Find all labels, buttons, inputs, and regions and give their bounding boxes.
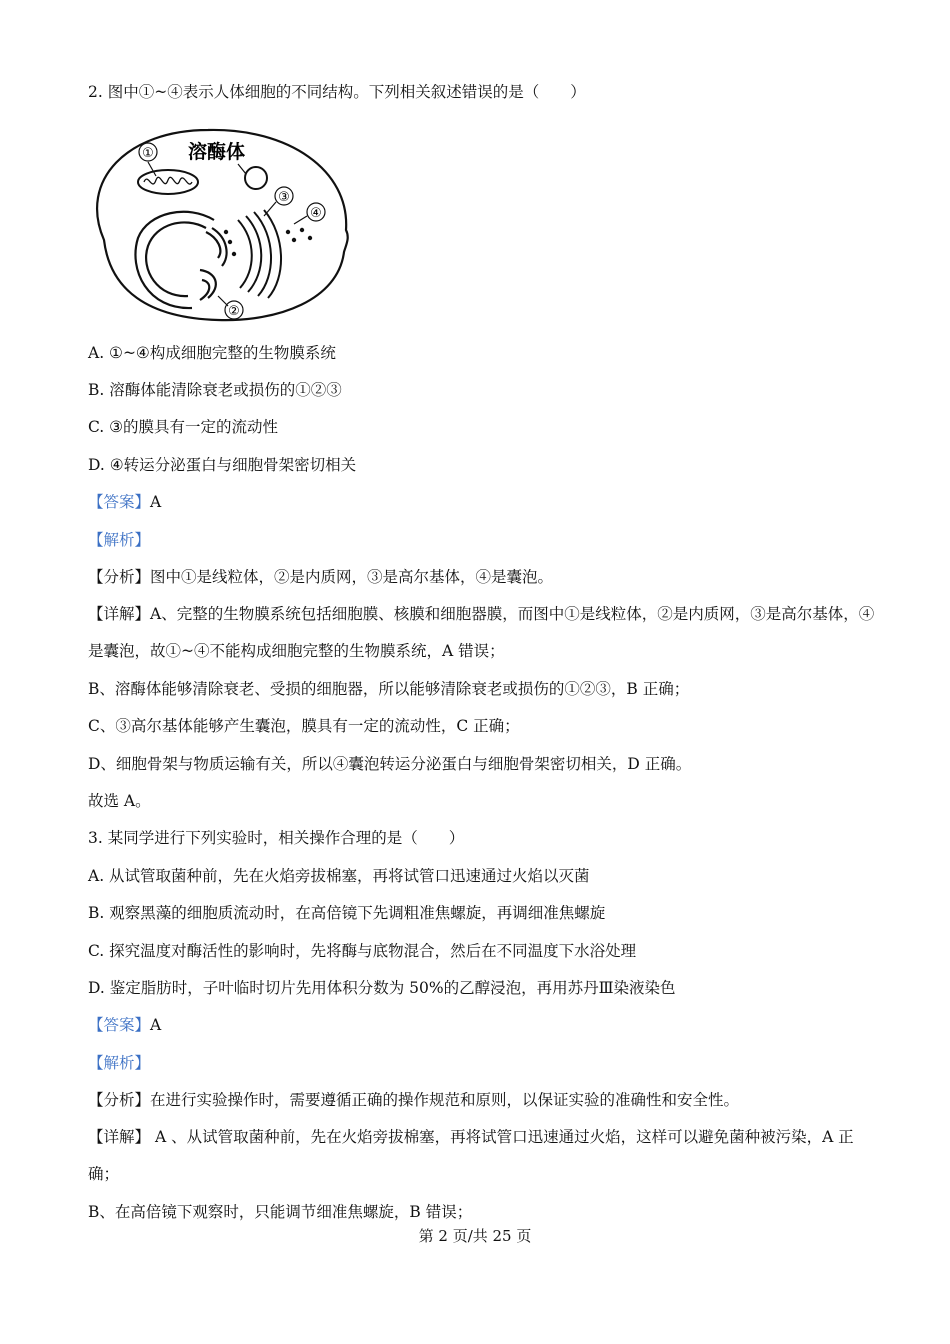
answer-value: A [150,1016,162,1034]
q2-detail-b: B、溶酶体能够清除衰老、受损的细胞器，所以能够清除衰老或损伤的①②③，B 正确； [88,680,690,698]
vesicle-icon [224,228,312,256]
q2-option-b: B. 溶酶体能清除衰老或损伤的①②③ [88,381,342,399]
q3-fenxi [88,1090,739,1110]
label-3: ③ [278,190,290,205]
q2-detail-d: D、细胞骨架与物质运输有关，所以④囊泡转运分泌蛋白与细胞骨架密切相关，D 正确。 [88,755,692,773]
page-footer: 第 2 页/共 25 页 [418,1227,532,1245]
q2-option-c: C. ③的膜具有一定的流动性 [88,418,279,436]
detail-a-text: A 、从试管取菌种前，先在火焰旁拔棉塞，再将试管口迅速通过火焰，这样可以避免菌种被污染，A 正确； [88,1128,854,1183]
answer-tag: 【答案】 [88,493,151,511]
q2-option-d: D. ④转运分泌蛋白与细胞骨架密切相关 [88,456,357,474]
q2-conclusion: 故选 A。 [88,792,151,810]
q2-option-a: A. ①~④构成细胞完整的生物膜系统 [88,344,336,362]
label-4: ④ [310,206,322,221]
cell-diagram [88,120,358,334]
answer-value: A [150,493,162,511]
golgi-icon [238,210,281,298]
q3-option-c: C. 探究温度对酶活性的影响时，先将酶与底物混合，然后在不同温度下水浴处理 [88,942,637,960]
fenxi-text: 在进行实验操作时，需要遵循正确的操作规范和原则，以保证实验的准确性和安全性。 [150,1091,740,1109]
q2-answer [88,492,161,512]
q2-detail-a [88,596,878,670]
q3-option-a: A. 从试管取菌种前，先在火焰旁拔棉塞，再将试管口迅速通过火焰以灭菌 [88,867,590,885]
fenxi-text: 图中①是线粒体，②是内质网，③是高尔基体，④是囊泡。 [150,568,554,586]
fenxi-tag: 【分析】 [88,1091,151,1109]
lysosome-icon [245,167,267,189]
q3-detail-b: B、在高倍镜下观察时，只能调节细准焦螺旋，B 错误； [88,1203,473,1221]
q3-option-d: D. 鉴定脂肪时，子叶临时切片先用体积分数为 50%的乙醇浸泡，再用苏丹Ⅲ染液染色 [88,979,676,997]
detail-tag: 【详解】 [88,1128,151,1146]
q3-analysis-tag: 【解析】 [88,1054,151,1072]
q2-analysis-tag: 【解析】 [88,531,151,549]
detail-a-text: A、完整的生物膜系统包括细胞膜、核膜和细胞器膜，而图中①是线粒体，②是内质网，③是高尔基体，④是囊泡，故①~④不能构成细胞完整的生物膜系统，A 错误； [88,605,875,660]
lysosome-title: 溶酶体 [188,141,246,163]
detail-tag: 【详解】 [88,605,151,623]
label-1: ① [142,146,154,161]
q2-detail-c: C、③高尔基体能够产生囊泡，膜具有一定的流动性，C 正确； [88,717,520,735]
q2-stem: 2. 图中①~④表示人体细胞的不同结构。下列相关叙述错误的是（ ） [88,83,586,101]
mitochondrion-icon [138,170,198,194]
q3-stem: 3. 某同学进行下列实验时，相关操作合理的是（ ） [88,829,465,847]
q3-detail-a [88,1119,878,1193]
er-icon [135,212,226,308]
q2-fenxi [88,567,553,587]
q3-answer [88,1015,161,1035]
label-2: ② [228,304,240,319]
fenxi-tag: 【分析】 [88,568,151,586]
q3-option-b: B. 观察黑藻的细胞质流动时，在高倍镜下先调粗准焦螺旋，再调细准焦螺旋 [88,904,606,922]
answer-tag: 【答案】 [88,1016,151,1034]
